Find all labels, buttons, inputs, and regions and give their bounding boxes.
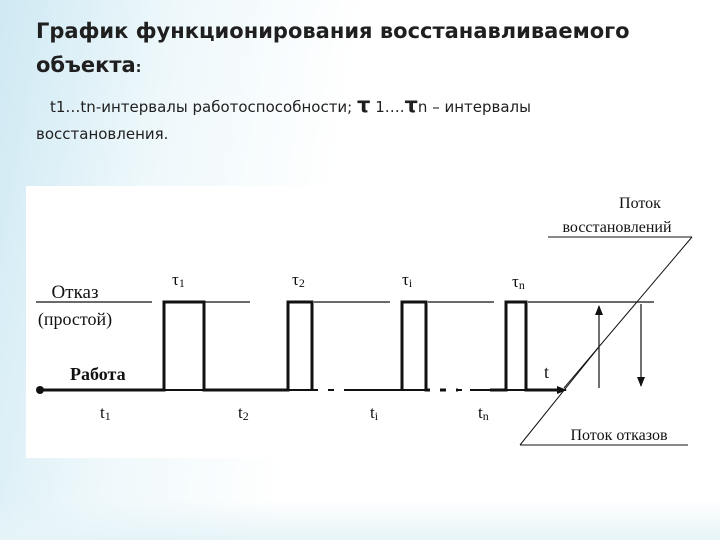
axis-origin-dot (36, 386, 44, 394)
slide-title-text: График функционирования восстанавливаемого объекта (36, 19, 630, 77)
tau-label-i: τi (402, 270, 413, 290)
subtitle-part-3: n – интервалы (417, 98, 531, 116)
subtitle-tau-1: τ (357, 93, 371, 117)
subtitle-part-1: t1…tn-интервалы работоспособности; (50, 98, 353, 116)
failure-label-line1: Отказ (51, 282, 99, 303)
flow-recovery-label-line2: восстановлений (562, 219, 672, 236)
waveform-pulse-i (402, 302, 458, 390)
flow-recovery-label-line1: Поток (619, 195, 661, 212)
t-label-1: t1 (100, 403, 111, 423)
flow-recovery-leader (564, 237, 692, 388)
failure-label-line2: (простой) (37, 309, 113, 329)
t-label-i: ti (370, 403, 379, 423)
tau-label-1: τ1 (172, 270, 185, 290)
slide-title-colon: : (135, 60, 142, 76)
time-axis-label: t (544, 362, 550, 382)
waveform-pulse-n (490, 302, 560, 390)
subtitle-part-2: 1…. (375, 98, 405, 116)
tau-label-2: τ2 (292, 270, 305, 290)
tau-label-n: τn (512, 272, 525, 292)
subtitle-part-4: восстановления. (36, 125, 169, 143)
subtitle-tau-2: τ (404, 93, 418, 117)
t-label-2: t2 (238, 403, 249, 423)
t-label-n: tn (478, 403, 489, 423)
flow-failures-label: Поток отказов (570, 427, 668, 444)
work-label: Работа (70, 364, 126, 384)
